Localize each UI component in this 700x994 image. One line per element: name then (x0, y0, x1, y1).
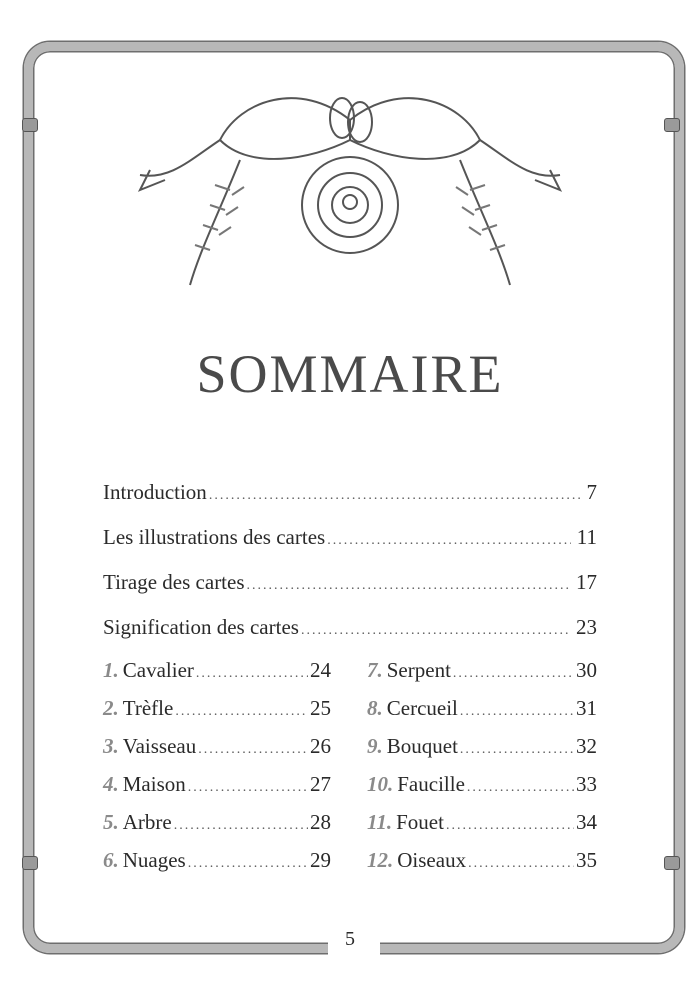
card-page: 26 (310, 734, 331, 758)
card-page: 27 (310, 772, 331, 796)
card-number: 10. (367, 772, 394, 796)
table-of-contents (103, 480, 597, 660)
leader-dots (460, 704, 574, 720)
toc-label: Les illustrations des cartes (103, 525, 326, 549)
card-number: 5. (103, 810, 119, 834)
card-entry[interactable] (367, 810, 597, 848)
card-number: 9. (367, 734, 383, 758)
card-label: Fouet (396, 810, 444, 834)
card-list (103, 658, 597, 886)
page-number: 5 (345, 928, 355, 950)
card-number: 8. (367, 696, 383, 720)
card-entry[interactable] (367, 734, 597, 772)
card-number: 4. (103, 772, 119, 796)
leader-dots (460, 742, 574, 758)
card-entry[interactable] (103, 848, 331, 886)
card-entry[interactable] (103, 810, 331, 848)
border-knot (664, 856, 680, 870)
leader-dots (175, 704, 308, 720)
leader-dots (467, 780, 574, 796)
toc-entry[interactable] (103, 525, 597, 570)
rose-bow-ornament (130, 80, 570, 300)
card-entry[interactable] (103, 696, 331, 734)
card-entry[interactable] (103, 734, 331, 772)
card-list-left (103, 658, 331, 886)
leader-dots (327, 533, 571, 549)
card-number: 2. (103, 696, 119, 720)
toc-entry[interactable] (103, 570, 597, 615)
toc-label: Tirage des cartes (103, 570, 245, 594)
leader-dots (446, 818, 574, 834)
card-label: Cavalier (122, 658, 194, 682)
card-label: Maison (122, 772, 186, 796)
leader-dots (301, 623, 570, 639)
card-page: 28 (310, 810, 331, 834)
card-entry[interactable] (367, 696, 597, 734)
leader-dots (174, 818, 308, 834)
card-entry[interactable] (367, 772, 597, 810)
card-number: 12. (367, 848, 394, 872)
toc-page: 17 (576, 570, 597, 594)
card-label: Bouquet (386, 734, 458, 758)
border-knot (22, 856, 38, 870)
leader-dots (209, 488, 581, 504)
card-page: 34 (576, 810, 597, 834)
card-page: 30 (576, 658, 597, 682)
border-knot (664, 118, 680, 132)
toc-label: Introduction (103, 480, 207, 504)
card-page: 25 (310, 696, 331, 720)
card-entry[interactable] (367, 848, 597, 886)
toc-entry[interactable] (103, 615, 597, 660)
leader-dots (188, 780, 308, 796)
leader-dots (468, 856, 574, 872)
card-label: Faucille (397, 772, 465, 796)
card-label: Arbre (122, 810, 172, 834)
card-number: 3. (103, 734, 119, 758)
leader-dots (196, 666, 308, 682)
leader-dots (188, 856, 308, 872)
card-entry[interactable] (103, 772, 331, 810)
card-label: Trèfle (122, 696, 174, 720)
toc-page: 23 (576, 615, 597, 639)
card-label: Cercueil (386, 696, 458, 720)
card-page: 32 (576, 734, 597, 758)
card-entry[interactable] (367, 658, 597, 696)
card-label: Nuages (122, 848, 186, 872)
page-title: SOMMAIRE (196, 344, 504, 404)
card-label: Serpent (386, 658, 451, 682)
toc-entry[interactable] (103, 480, 597, 525)
leader-dots (453, 666, 574, 682)
card-page: 31 (576, 696, 597, 720)
card-label: Vaisseau (122, 734, 197, 758)
toc-page: 7 (586, 480, 597, 504)
toc-label: Signification des cartes (103, 615, 299, 639)
card-number: 7. (367, 658, 383, 682)
card-page: 29 (310, 848, 331, 872)
card-page: 33 (576, 772, 597, 796)
border-knot (22, 118, 38, 132)
card-list-right (367, 658, 597, 886)
card-page: 24 (310, 658, 331, 682)
leader-dots (247, 578, 570, 594)
card-number: 6. (103, 848, 119, 872)
toc-page: 11 (576, 525, 597, 549)
card-entry[interactable] (103, 658, 331, 696)
card-number: 1. (103, 658, 119, 682)
card-number: 11. (367, 810, 393, 834)
leader-dots (198, 742, 308, 758)
card-page: 35 (576, 848, 597, 872)
card-label: Oiseaux (397, 848, 467, 872)
